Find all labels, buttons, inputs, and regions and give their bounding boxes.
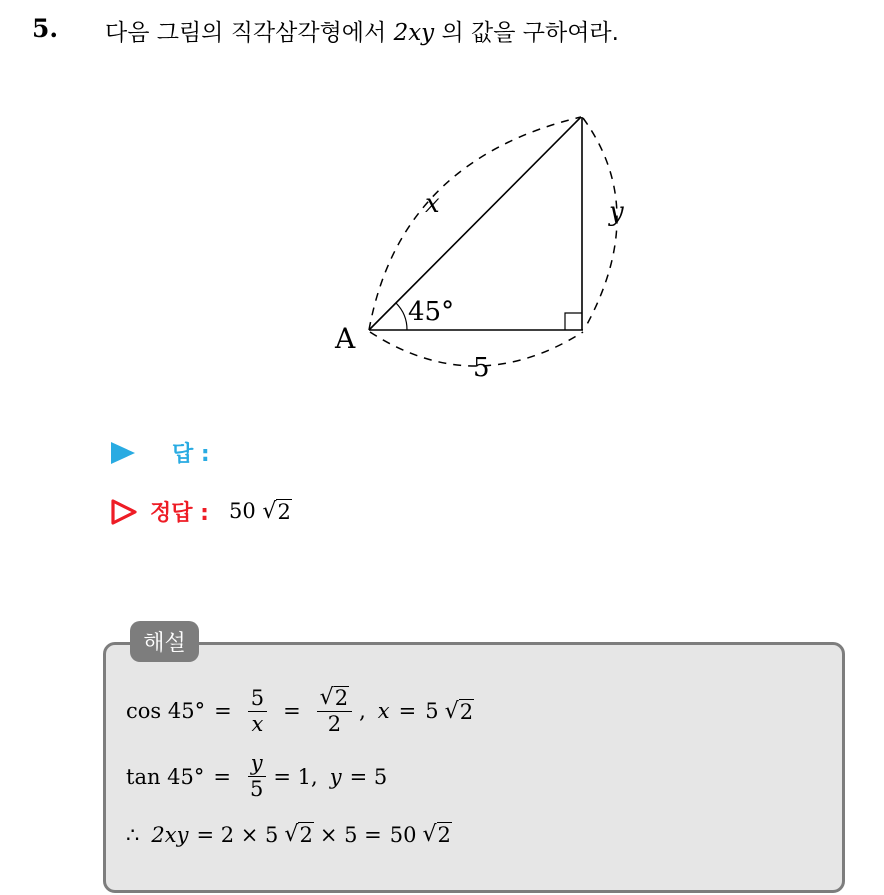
question-text-before: 다음 그림의 직각삼각형에서 [105,20,394,46]
line3-rad2: 2 [437,823,451,847]
line3-eq1: = 2 × 5 [196,822,279,847]
line1-eq3: = [398,699,417,724]
line3-coef: 50 [389,822,417,847]
line3-expr: 2xy [151,822,189,847]
line1-frac1-den: x [251,711,264,736]
solution-line-1 [126,686,474,736]
triangle-figure [0,0,884,420]
line1-fraction-2 [317,686,352,736]
correct-answer-sqrt: √ 2 [262,499,291,524]
line1-val-sqrt: √ 2 [444,698,474,724]
line1-frac2-num: √ 2 [317,686,352,712]
line3-rad1: 2 [299,823,313,847]
hypotenuse-line [369,117,581,330]
solution-line-3 [126,822,452,847]
line2-lhs: tan 45° [126,764,205,789]
line1-eq2: = [283,699,301,724]
play-triangle-icon [110,440,136,466]
line2-eq3: = 5 [349,764,388,789]
side-base-label: 5 [473,353,490,383]
side-y-label: y [609,197,624,227]
line1-val-radicand: 2 [459,699,474,724]
question-text-after: 의 값을 구하여라. [434,20,619,46]
line1-var: x [377,699,390,724]
correct-answer-radicand: 2 [277,500,291,524]
vertex-label-a: A [335,322,356,355]
line3-times: × 5 = [319,822,382,847]
solution-tab: 해설 [130,621,199,662]
line2-fraction [247,752,266,801]
side-x-label: x [425,189,440,219]
question-expression: 2xy [393,20,435,46]
outline-triangle-icon [110,498,138,526]
line2-frac-den: 5 [250,777,264,802]
line1-eq1: = [214,699,232,724]
line2-eq1: = [213,764,231,789]
line3-sqrt-1: √ 2 [284,822,313,847]
line2-eq2: = 1, [273,764,318,789]
correct-answer-value [229,499,292,524]
angle-label: 45° [408,297,455,327]
line1-val-coef: 5 [425,699,439,724]
correct-answer-label: 정답 : [150,501,209,526]
solution-line-2 [126,752,387,801]
right-angle-marker [565,313,582,330]
correct-answer-row [110,496,292,527]
answer-blank-label: 답 : [172,442,210,467]
correct-answer-coef: 50 [228,499,256,523]
angle-arc [396,303,407,330]
line1-frac1-num: 5 [248,687,267,712]
line1-frac2-radicand: 2 [334,686,349,711]
answer-blank-row [110,437,210,468]
question-number: 5. [32,14,59,43]
line2-frac-num: y [248,752,266,777]
line1-lhs: cos 45° [126,699,206,724]
line3-sqrt-2: √ 2 [422,822,451,847]
line2-var: y [329,764,342,789]
therefore-symbol: ∴ [126,822,140,847]
line1-frac2-den: 2 [327,712,342,737]
line1-fraction-1 [248,687,267,736]
line1-sep: , [359,699,366,724]
